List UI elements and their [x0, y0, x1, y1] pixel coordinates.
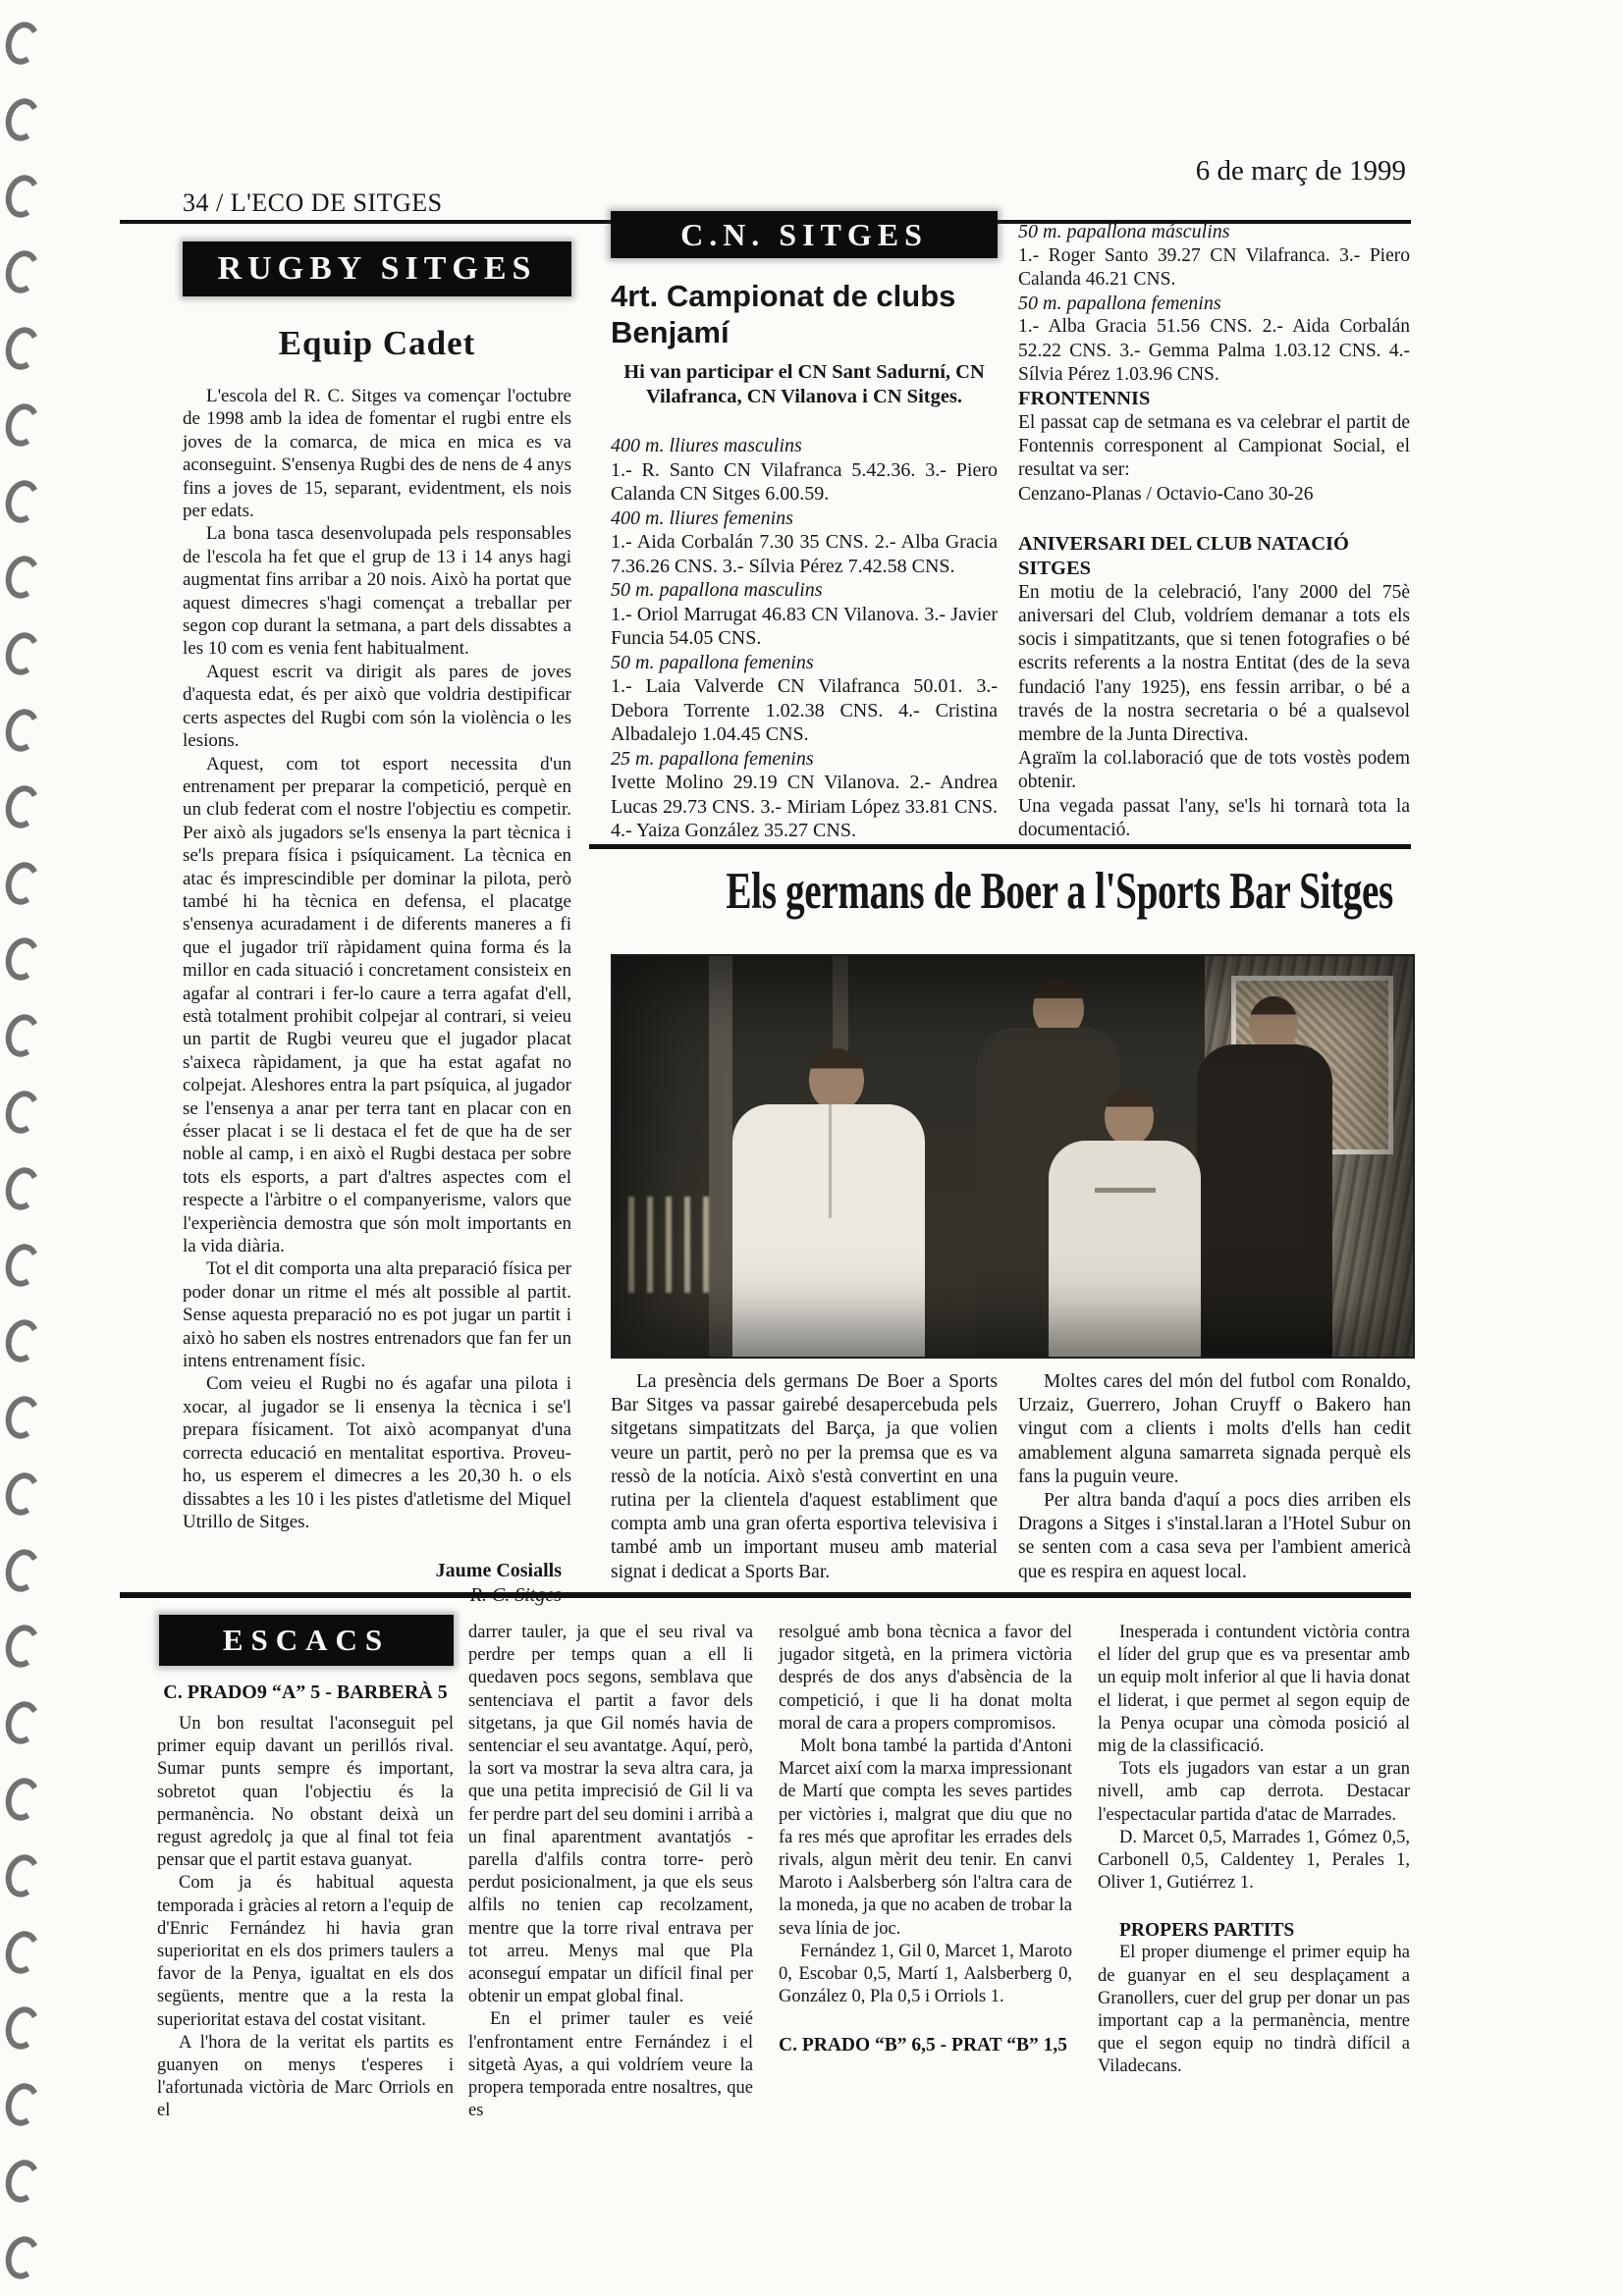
rugby-section-banner: RUGBY SITGES — [183, 241, 571, 296]
escacs-paragraph: Tots els jugadors van estar a un gran nivell, amb cap derrota. Destacar l'espectacular partida d'atac de Marrades. — [1098, 1759, 1410, 1825]
result-line: 1.- R. Santo CN Vilafranca 5.42.36. 3.- Piero Calanda CN Sitges 6.00.59. — [611, 458, 998, 505]
escacs-section-banner: ESCACS — [159, 1615, 454, 1666]
binding-hole — [1, 324, 44, 374]
escacs-paragraph: El proper diumenge el primer equip ha de guanyar en el seu desplaçament a Granollers, cuer del grup per donar un pas important cap a la permanència, mentre que el segon equip no tindrà difícil a Viladecans. — [1098, 1943, 1410, 2077]
binding-hole — [1, 1545, 44, 1595]
escacs-paragraph: A l'hora de la veritat els partits es guanyen on menys t'esperes i l'afortunada victòria de Marc Orriols en el — [157, 2032, 454, 2121]
escacs-column-4 — [1098, 1622, 1410, 2079]
result-line: 1.- Laia Valverde CN Vilafranca 50.01. 3.- Debora Torrente 1.02.38 CNS. 4.- Cristina Albadalejo 1.04.45 CNS. — [611, 675, 998, 745]
binding-hole — [1, 706, 44, 756]
photo-bar-shelf — [628, 1197, 717, 1293]
result-line: 1.- Roger Santo 39.27 CN Vilafranca. 3.- Piero Calanda 46.21 CNS. — [1018, 244, 1410, 290]
result-category: 50 m. papallona femenins — [611, 651, 814, 673]
result-category: 50 m. papallona másculins — [1018, 221, 1230, 242]
binding-hole — [1, 1163, 44, 1213]
rugby-signature — [183, 1559, 571, 1608]
result-category: 50 m. papallona femenins — [1018, 292, 1221, 314]
escacs-paragraph: D. Marcet 0,5, Marrades 1, Gómez 0,5, Carbonell 0,5, Caldentey 1, Perales 1, Oliver 1, Gutiérrez 1. — [1098, 1827, 1410, 1894]
binding-hole — [1, 1927, 44, 1977]
binding-hole — [1, 1698, 44, 1748]
rugby-paragraph: Com veieu el Rugbi no és agafar una pilota i xocar, al jugador se li ensenya la tècnica i se'l prepara físicament. Tot això acompanyat d'una correcta educació en mentalitat esportiva. Proveu-ho, us esperem el dimecres a les 20,30 h. o els dissabtes a les 10 i les pistes d'atletisme del Miquel Utrillo de Sitges. — [183, 1373, 571, 1532]
escacs-column-1 — [157, 1681, 454, 2123]
result-category: 400 m. lliures masculins — [611, 435, 802, 456]
rugby-article — [183, 241, 571, 1608]
photo-person-back-right-head — [1249, 996, 1298, 1053]
escacs-column-2 — [468, 1622, 753, 2122]
photo-background-wall — [1205, 956, 1413, 1357]
aniversari-paragraph: Una vegada passat l'any, se'ls hi tornarà tota la documentació. — [1018, 795, 1410, 840]
result-category: 400 m. lliures femenins — [611, 507, 793, 529]
binding-hole — [1, 553, 44, 603]
photo-person-back-center — [977, 1028, 1121, 1357]
escacs-column-3 — [779, 1622, 1072, 2058]
binding-hole — [1, 1468, 44, 1519]
boer-headline: Els germans de Boer a l'Sports Bar Sitges — [726, 863, 1393, 920]
photo-person-front-left — [732, 1104, 925, 1357]
boer-paragraph: La presència dels germans De Boer a Sports Bar Sitges va passar gairebé desapercebuda pels sitgetans simpatitzats del Barça, ja que volien veure un partit, però no per la premsa que es va ressò de la notícia. Això s'està convertint en una rutina per la clientela d'aquest establiment que compta amb una gran oferta esportiva televisiva i també amb un important museu amb material signat i dedicat a Sports Bar. — [611, 1371, 998, 1582]
photo-person-back-center-head — [1033, 980, 1084, 1039]
spiral-binding — [6, 22, 45, 2279]
escacs-propers-heading: PROPERS PARTITS — [1119, 1920, 1295, 1942]
natacio-subtitle: Hi van participar el CN Sant Sadurní, CN Vilafranca, CN Vilanova i CN Sitges. — [623, 361, 985, 407]
escacs-top-rule — [120, 1592, 1411, 1598]
frontennis-heading: FRONTENNIS — [1018, 388, 1151, 410]
binding-hole — [1, 2003, 44, 2054]
binding-hole — [1, 1011, 44, 1061]
binding-hole — [1, 2080, 44, 2130]
result-category: 25 m. papallona femenins — [611, 747, 814, 770]
aniversari-paragraph: Agraïm la col.laboració que de tots vostès podem obtenir. — [1018, 748, 1410, 793]
boer-top-rule — [589, 844, 1411, 849]
boer-text-left — [611, 1370, 998, 1584]
photo-person-front-right — [1049, 1141, 1201, 1357]
binding-hole — [1, 2232, 44, 2282]
aniversari-heading: ANIVERSARI DEL CLUB NATACIÓ SITGES — [1018, 532, 1349, 579]
rugby-paragraph: La bona tasca desenvolupada pels responsables de l'escola ha fet que el grup de 13 i 14 anys hagi augmentat fins arribar a 20 nois. Això ha portat que aquest dimecres s'hagi començat a treballar per segon cop durant la setmana, a part dels dissabtes a les 10 com es venia fent habitualment. — [183, 523, 571, 660]
photo-person-front-left-head — [809, 1048, 864, 1111]
escacs-paragraph: Inesperada i contundent victòria contra el líder del grup que es va presentar amb un equip molt inferior al que li havia donat el liderat, i que permet al segon equip de la Penya ocupar una còmoda posició al mig de la classificació. — [1098, 1623, 1410, 1757]
escacs-match2-heading: C. PRADO “B” 6,5 - PRAT “B” 1,5 — [779, 2035, 1067, 2056]
boer-paragraph: Moltes cares del món del futbol com Ronaldo, Urzaiz, Guerrero, Johan Cruyff o Bakero han vingut com a clients i molts d'ells han cedit amablement alguna samarreta signada perquè els fans la puguin veure. — [1018, 1371, 1411, 1487]
photo-wall-poster — [1231, 976, 1393, 1153]
binding-hole — [1, 1850, 44, 1900]
binding-hole — [1, 1087, 44, 1137]
result-line: Ivette Molino 29.19 CN Vilanova. 2.- Andrea Lucas 29.73 CNS. 3.- Miriam López 33.81 CNS. 4.- Yaiza González 35.27 CNS. — [611, 772, 998, 841]
binding-hole — [1, 1316, 44, 1366]
natacio-results-continued — [1018, 220, 1410, 842]
escacs-paragraph: darrer tauler, ja que el seu rival va perdre per temps quan a ell li quedaven pocs segons, semblava que sentenciava el partit a favor dels sitgetans, ja que Gil només havia de sentenciar el seu avantatge. Aquí, però, la sort va mostrar la seva altra cara, ja que una petita imprecisió de Gil li va fer perdre part del seu domini i arribà a un final aparentment avantatjós -parella d'alfils contra torre- però perdut posicionalment, ja que els seus alfils no tenien cap recolzament, mentre que la torre rival entrava per tot arreu. Menys mal que Pla aconseguí empatar un difícil final per obtenir un empat global final. — [468, 1623, 753, 2007]
boer-photo — [611, 954, 1415, 1359]
binding-hole — [1, 400, 44, 450]
boer-text-right — [1018, 1370, 1411, 1584]
page-date: 6 de març de 1999 — [1195, 155, 1406, 187]
binding-hole — [1, 934, 44, 985]
binding-hole — [1, 247, 44, 297]
natacio-title: 4rt. Campionat de clubs Benjamí — [611, 279, 956, 349]
signature-name: Jaume Cosialls — [435, 1560, 562, 1582]
binding-hole — [1, 1775, 44, 1825]
binding-hole — [1, 171, 44, 221]
escacs-paragraph: En el primer tauler es veié l'enfrontament entre Fernández i el sitgetà Ayas, a qui voldríem veure la propera temporada entre nosaltres, que es — [468, 2009, 753, 2121]
natacio-article — [611, 211, 998, 843]
binding-hole — [1, 1622, 44, 1672]
rugby-paragraph: L'escola del R. C. Sitges va començar l'octubre de 1998 amb la idea de fomentar el rugbi entre els joves de la comarca, de mica en mica es va aconseguint. S'ensenya Rugbi des de nens de 4 anys fins a joves de 15, separant, evidentment, els nois per edats. — [183, 386, 571, 522]
photo-person-back-right — [1197, 1044, 1333, 1357]
binding-hole — [1, 94, 44, 144]
binding-hole — [1, 19, 44, 69]
escacs-paragraph: Un bon resultat l'aconseguit pel primer equip davant un perillós rival. Sumar punts sempre és important, sobretot quan l'objectiu és la permanència. No obstant deixà un regust agredolç ja que al final tot feia pensar que el partit estava guanyat. — [157, 1714, 454, 1871]
binding-hole — [1, 781, 44, 831]
escacs-paragraph: Fernández 1, Gil 0, Marcet 1, Maroto 0, Escobar 0,5, Martí 1, Aalsberberg 0, González 0, Pla 0,5 i Orriols 1. — [779, 1941, 1072, 2007]
binding-hole — [1, 629, 44, 679]
binding-hole — [1, 1240, 44, 1290]
natacio-section-banner: C.N. SITGES — [611, 211, 998, 258]
rugby-paragraph: Aquest escrit va dirigit als pares de joves d'aquesta edat, és per això que voldria destipificar certs aspectes del Rugbi com són la violència o les lesions. — [183, 661, 571, 752]
result-line: 1.- Oriol Marrugat 46.83 CN Vilanova. 3.- Javier Funcia 54.05 CNS. — [611, 603, 998, 649]
escacs-match1-heading: C. PRADO9 “A” 5 - BARBERÀ 5 — [163, 1682, 448, 1703]
result-line: 1.- Aida Corbalán 7.30 35 CNS. 2.- Alba Gracia 7.36.26 CNS. 3.- Sílvia Pérez 7.42.58 CNS. — [611, 531, 998, 577]
swim-results-list — [611, 434, 998, 843]
frontennis-text: El passat cap de setmana es va celebrar el partit de Fontennis corresponent al Campionat Social, el resultat va ser: — [1018, 412, 1410, 481]
escacs-paragraph: Com ja és habitual aquesta temporada i gràcies al retorn a l'equip de d'Enric Fernández hi havia gran superioritat en els dos primers taulers a favor de la Penya, igualtat en els dos següents, mentre que a la resta la superioritat estava del costat visitant. — [157, 1873, 454, 2030]
escacs-paragraph: Molt bona també la partida d'Antoni Marcet així com la marxa impressionant de Martí que compta les seves partides per victòries i, malgrat que diu que no fa res més que aprofitar les errades dels rivals, algun mèrit deu tenir. En canvi Maroto i Aalsberberg són l'altra cara de la moneda, ja que no acaben de trobar la seva línia de joc. — [779, 1736, 1072, 1939]
photo-door-frame — [709, 956, 732, 1357]
rugby-paragraph: Aquest, com tot esport necessita d'un entrenament per preparar la competició, perquè en un club federat com el nostre l'objectiu es competir. Per això als jugadors se'ls ensenya la part tècnica i se'ls prepara física i psíquicament. La tècnica en atac és imprescindible per dominar la pilota, però també hi ha tècnica en defensa, el placatge s'ensenya acuradament i de diferents maneres a fi que el jugador triï ràpidament quina forma és la millor en cada situació i concretament consisteix en agafar al contrari i fer-lo caure a terra agafat d'ell, està totalment prohibit colpejar al contrari, si veieu un partit de Rugbi veureu que el jugador placat s'aixeca ràpidament, ja que ha estat agafat no colpejat. Aleshores entra la part psíquica, al jugador se l'ensenya a anar per terra tant en placar con en ésser placat i se li destaca el fet de que ha de ser noble al camp, i en això el Rugbi destaca per sobre tots els esports, a part d'altres aspectes com el respecte a l'àrbitre o el companyerisme, valors que l'experiència demostra que són molt importants en la vida diària. — [183, 753, 571, 1257]
photo-person-front-right-head — [1105, 1089, 1154, 1146]
rugby-title: Equip Cadet — [278, 324, 476, 362]
result-category: 50 m. papallona masculins — [611, 579, 823, 601]
escacs-paragraph: resolgué amb bona tècnica a favor del jugador sitgetà, en la primera victòria després de dos anys d'absència de la competició, i que li ha donat molta moral de cara a propers compromisos. — [779, 1623, 1072, 1734]
frontennis-result: Cenzano-Planas / Octavio-Cano 30-26 — [1018, 483, 1314, 505]
result-line: 1.- Alba Gracia 51.56 CNS. 2.- Aida Corbalán 52.22 CNS. 3.- Gemma Palma 1.03.12 CNS. 4.- Sílvia Pérez 1.03.96 CNS. — [1018, 316, 1410, 385]
rugby-paragraph: Tot el dit comporta una alta preparació física per poder donar un ritme el més alt possible al partit. Sense aquesta preparació no es pot jugar un partit i això ho saben els nostres entrenadors que fan fer un intens entrenament físic. — [183, 1258, 571, 1372]
photo-door-frame — [833, 956, 848, 1357]
boer-paragraph: Per altra banda d'aquí a pocs dies arriben els Dragons a Sitges i s'instal.laran a l'Hotel Subur on se senten com a casa seva per l'ambient americà que es respira en aquest local. — [1018, 1490, 1411, 1582]
aniversari-paragraph: En motiu de la celebració, l'any 2000 del 75è aniversari del Club, voldríem demanar a tots els socis i simpatitzants, que si tenen fotografies o bé escrits referents a la nostra Entitat (des de la seva fundació l'any 1925), ens fessin arribar, o bé a través de la nostra secretaria o bé a qualsevol membre de la Junta Directiva. — [1018, 581, 1410, 746]
page-header: 34 / L'ECO DE SITGES — [183, 188, 443, 217]
binding-hole — [1, 1393, 44, 1443]
binding-hole — [1, 858, 44, 908]
binding-hole — [1, 2156, 44, 2206]
binding-hole — [1, 476, 44, 526]
